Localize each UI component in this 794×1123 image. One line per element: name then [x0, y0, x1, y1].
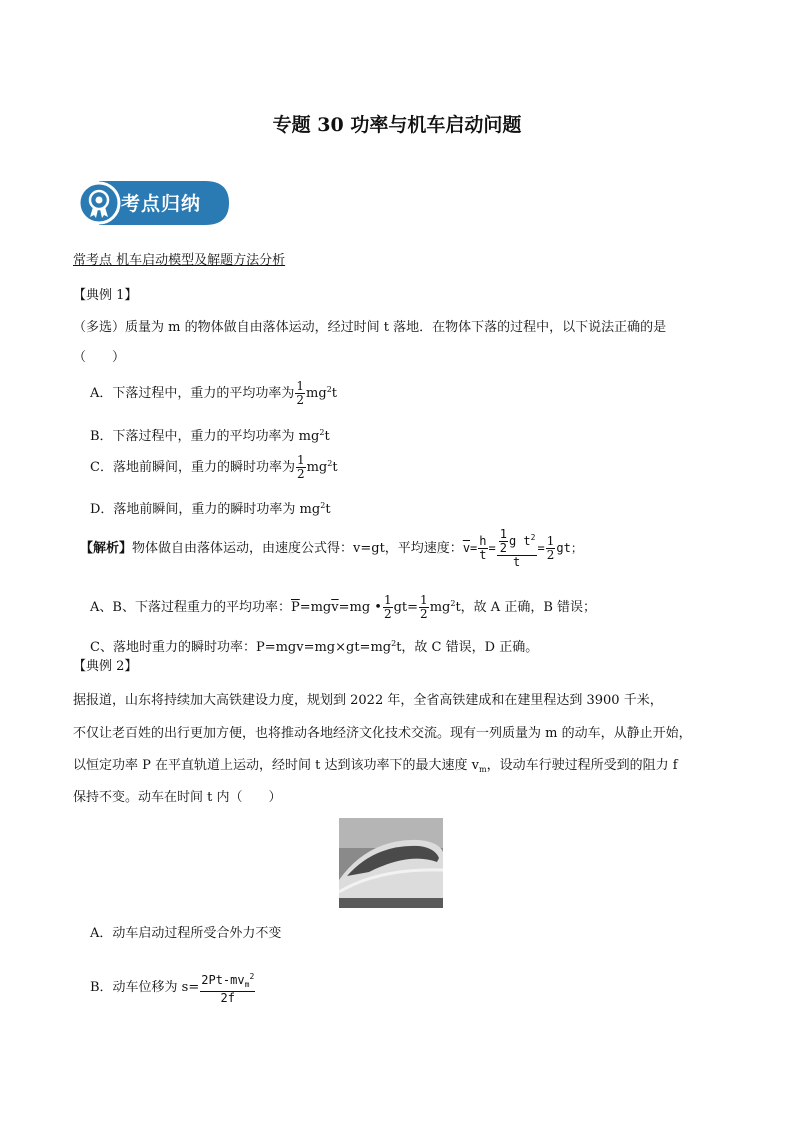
example-1-label: 【典例 1】 — [73, 288, 138, 303]
fraction-half: $\frac{1}{2}$ — [383, 593, 392, 621]
train-illustration — [339, 818, 443, 908]
ex1-analysis-line-1: 【解析】物体做自由落体运动，由速度公式得：v=gt，平均速度：$\overline{v}=$ $\frac{h}{t}$ = $\frac{1}{2}$ g $t^2$ t = $\frac{1}{2}$ gt； — [80, 527, 583, 569]
ex1-option-b: B．下落过程中，重力的平均功率为 $mg^2t$ — [90, 428, 330, 444]
fraction-half: $\frac{1}{2}$ — [296, 453, 305, 481]
ex1-option-d: D．落地前瞬间，重力的瞬时功率为 $mg^2t$ — [90, 501, 331, 517]
fraction-displacement: $\frac{2Pt-mv_m^2}{2f}$ — [201, 972, 255, 1005]
fraction-half: $\frac{1}{2}$ — [546, 534, 555, 562]
banner-label: 考点归纳 — [121, 193, 202, 215]
ex2-text-line-4: 保持不变。动车在时间 t 内（ ） — [73, 790, 282, 805]
ex2-text-line-2: 不仅让老百姓的出行更加方便，也将推动各地经济文化技术交流。现有一列质量为 m 的动车，从静止开始， — [73, 726, 692, 741]
ex2-text-line-1: 据报道，山东将持续加大高铁建设力度，规划到 2022 年，全省高铁建成和在建里程达到 3900 千米， — [73, 693, 663, 708]
ex2-option-a: A．动车启动过程所受合外力不变 — [90, 926, 282, 941]
fraction-half: $\frac{1}{2}$ — [420, 593, 428, 621]
bullet-train-photo — [339, 818, 443, 908]
fraction-half-gt2-over-t: $\frac{1}{2}$ g $t^2$ t — [497, 528, 537, 569]
ex1-option-a: A．下落过程中，重力的平均功率为 $\frac{1}{2}$ $mg^2t$ — [90, 379, 338, 407]
example-1-stem-line-2: （ ） — [73, 350, 126, 365]
example-2-label: 【典例 2】 — [73, 659, 138, 674]
ex2-text-line-3: 以恒定功率 P 在平直轨道上运动，经时间 t 达到该功率下的最大速度 $v_m$，设动车行驶过程所受到的阻力 f — [73, 758, 678, 774]
ex1-analysis-line-2: A、B、下落过程重力的平均功率：$\overline{P}=mg\overline{v}=mg$ • $\frac{1}{2}$ gt= $\frac{1}{2}$ $mg^2t$，故 A 正确，B 错误； — [90, 593, 597, 621]
ex1-option-c: C．落地前瞬间，重力的瞬时功率为 $\frac{1}{2}$ $mg^2t$ — [90, 453, 338, 481]
page-title: 专题 30 功率与机车启动问题 — [272, 114, 522, 136]
ex2-option-b: B．动车位移为 s= $\frac{2Pt-mv_m^2}{2f}$ — [90, 972, 255, 1005]
fraction-half: $\frac{1}{2}$ — [296, 379, 305, 407]
ex1-analysis-line-3: C、落地时重力的瞬时功率：$P=mgv=mg\times gt=mg^2t$，故 C 错误，D 正确。 — [90, 639, 539, 655]
fraction-h-over-t: $\frac{h}{t}$ — [479, 534, 487, 562]
section-heading: 常考点 机车启动模型及解题方法分析 — [73, 253, 286, 268]
section-banner — [77, 181, 229, 225]
example-1-stem-line-1: （多选）质量为 m 的物体做自由落体运动，经过时间 t 落地．在物体下落的过程中，以下说法正确的是 — [73, 320, 667, 335]
